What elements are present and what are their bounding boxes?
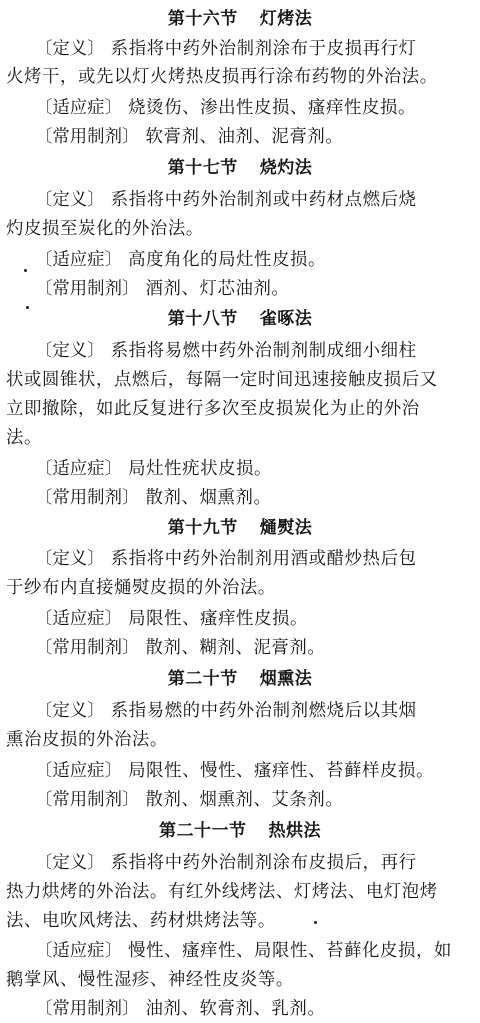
section-heading [0, 821, 480, 841]
definition-line: 法、电吹风烤法、药材烘烤法等。 [6, 911, 276, 931]
definition-line: 熏治皮损的外治法。 [6, 730, 168, 750]
section-number: 第二十一节 [159, 821, 247, 841]
definition-tag: 〔定义〕 [35, 190, 105, 210]
section-number: 第二十节 [167, 669, 238, 689]
definition-tag: 〔定义〕 [35, 701, 105, 721]
preparation-line [35, 637, 325, 659]
preparation-text: 酒剂、灯芯油剂。 [145, 279, 290, 299]
speck-mark [24, 269, 27, 272]
definition-line [35, 189, 417, 211]
indication-line [35, 940, 452, 962]
preparation-tag: 〔常用制剂〕 [35, 999, 140, 1019]
section-number: 第十八节 [167, 309, 238, 329]
definition-line: 状或圆锥状，点燃后，每隔一定时间迅速接触皮损后又 [6, 370, 438, 390]
section-title: 烧灼法 [259, 158, 313, 178]
indication-text: 高度角化的局灶性皮损。 [128, 250, 327, 270]
indication-line [35, 608, 308, 630]
definition-text: 系指将中药外治制剂用酒或醋炒热后包 [110, 549, 417, 569]
preparation-tag: 〔常用制剂〕 [35, 638, 140, 658]
definition-line: 立即撤除，如此反复进行多次至皮损炭化为止的外治 [6, 399, 420, 419]
definition-line [35, 548, 417, 570]
definition-text: 系指将中药外治制剂或中药材点燃后烧 [110, 190, 417, 210]
section-number: 第十七节 [167, 158, 238, 178]
definition-line: 于纱布内直接熥熨皮损的外治法。 [6, 578, 276, 598]
definition-text: 系指将中药外治制剂涂布于皮损再行灯 [110, 39, 417, 59]
preparation-text: 散剂、烟熏剂。 [145, 488, 272, 508]
indication-tag: 〔适应症〕 [35, 98, 122, 118]
definition-line: 法。 [6, 428, 42, 448]
definition-tag: 〔定义〕 [35, 853, 105, 873]
preparation-tag: 〔常用制剂〕 [35, 488, 140, 508]
indication-line [35, 458, 272, 480]
preparation-line [35, 998, 325, 1020]
preparation-text: 散剂、糊剂、泥膏剂。 [145, 638, 326, 658]
definition-line [35, 340, 417, 362]
section-title: 烟熏法 [259, 669, 313, 689]
definition-line [35, 852, 417, 874]
definition-tag: 〔定义〕 [35, 549, 105, 569]
preparation-line [35, 487, 271, 509]
definition-text: 系指易燃的中药外治制剂燃烧后以其烟 [110, 701, 417, 721]
preparation-tag: 〔常用制剂〕 [35, 127, 140, 147]
section-heading [0, 158, 480, 178]
section-title: 灯烤法 [259, 9, 313, 29]
section-number: 第十六节 [167, 9, 238, 29]
definition-line [35, 38, 417, 60]
indication-text: 慢性、瘙痒性、局限性、苔藓化皮损，如 [128, 941, 452, 961]
section-heading [0, 518, 480, 538]
indication-line [35, 249, 326, 271]
definition-text: 系指将中药外治制剂涂布皮损后，再行 [110, 853, 417, 873]
preparation-line [35, 278, 289, 300]
definition-line: 火烤干，或先以灯火烤热皮损再行涂布药物的外治法。 [6, 67, 438, 87]
section-heading [0, 9, 480, 29]
definition-tag: 〔定义〕 [35, 341, 105, 361]
indication-line [35, 760, 434, 782]
indication-tag: 〔适应症〕 [35, 761, 122, 781]
definition-text: 系指将易燃中药外治制剂制成细小细柱 [110, 341, 417, 361]
section-title: 热烘法 [268, 821, 321, 841]
section-title: 雀啄法 [259, 309, 313, 329]
preparation-text: 油剂、软膏剂、乳剂。 [145, 999, 326, 1019]
definition-line: 灼皮损至炭化的外治法。 [6, 219, 204, 239]
indication-tag: 〔适应症〕 [35, 459, 122, 479]
indication-line: 鹅掌风、慢性湿疹、神经性皮炎等。 [6, 970, 294, 990]
preparation-text: 软膏剂、油剂、泥膏剂。 [145, 127, 344, 147]
preparation-tag: 〔常用制剂〕 [35, 790, 140, 810]
preparation-line [35, 126, 343, 148]
preparation-line [35, 789, 343, 811]
indication-tag: 〔适应症〕 [35, 941, 122, 961]
definition-tag: 〔定义〕 [35, 39, 105, 59]
indication-text: 局限性、瘙痒性皮损。 [128, 609, 309, 629]
speck-mark [314, 921, 317, 924]
indication-line [35, 97, 416, 119]
indication-text: 局灶性疣状皮损。 [128, 459, 273, 479]
section-title: 熥熨法 [259, 518, 313, 538]
definition-line [35, 700, 417, 722]
preparation-text: 散剂、烟熏剂、艾条剂。 [145, 790, 344, 810]
indication-tag: 〔适应症〕 [35, 250, 122, 270]
indication-text: 烧烫伤、渗出性皮损、瘙痒性皮损。 [128, 98, 416, 118]
indication-tag: 〔适应症〕 [35, 609, 122, 629]
section-number: 第十九节 [167, 518, 238, 538]
section-heading [0, 669, 480, 689]
definition-line: 热力烘烤的外治法。有红外线烤法、灯烤法、电灯泡烤 [6, 882, 438, 902]
preparation-tag: 〔常用制剂〕 [35, 279, 140, 299]
section-heading [0, 309, 480, 329]
indication-text: 局限性、慢性、瘙痒性、苔藓样皮损。 [128, 761, 434, 781]
